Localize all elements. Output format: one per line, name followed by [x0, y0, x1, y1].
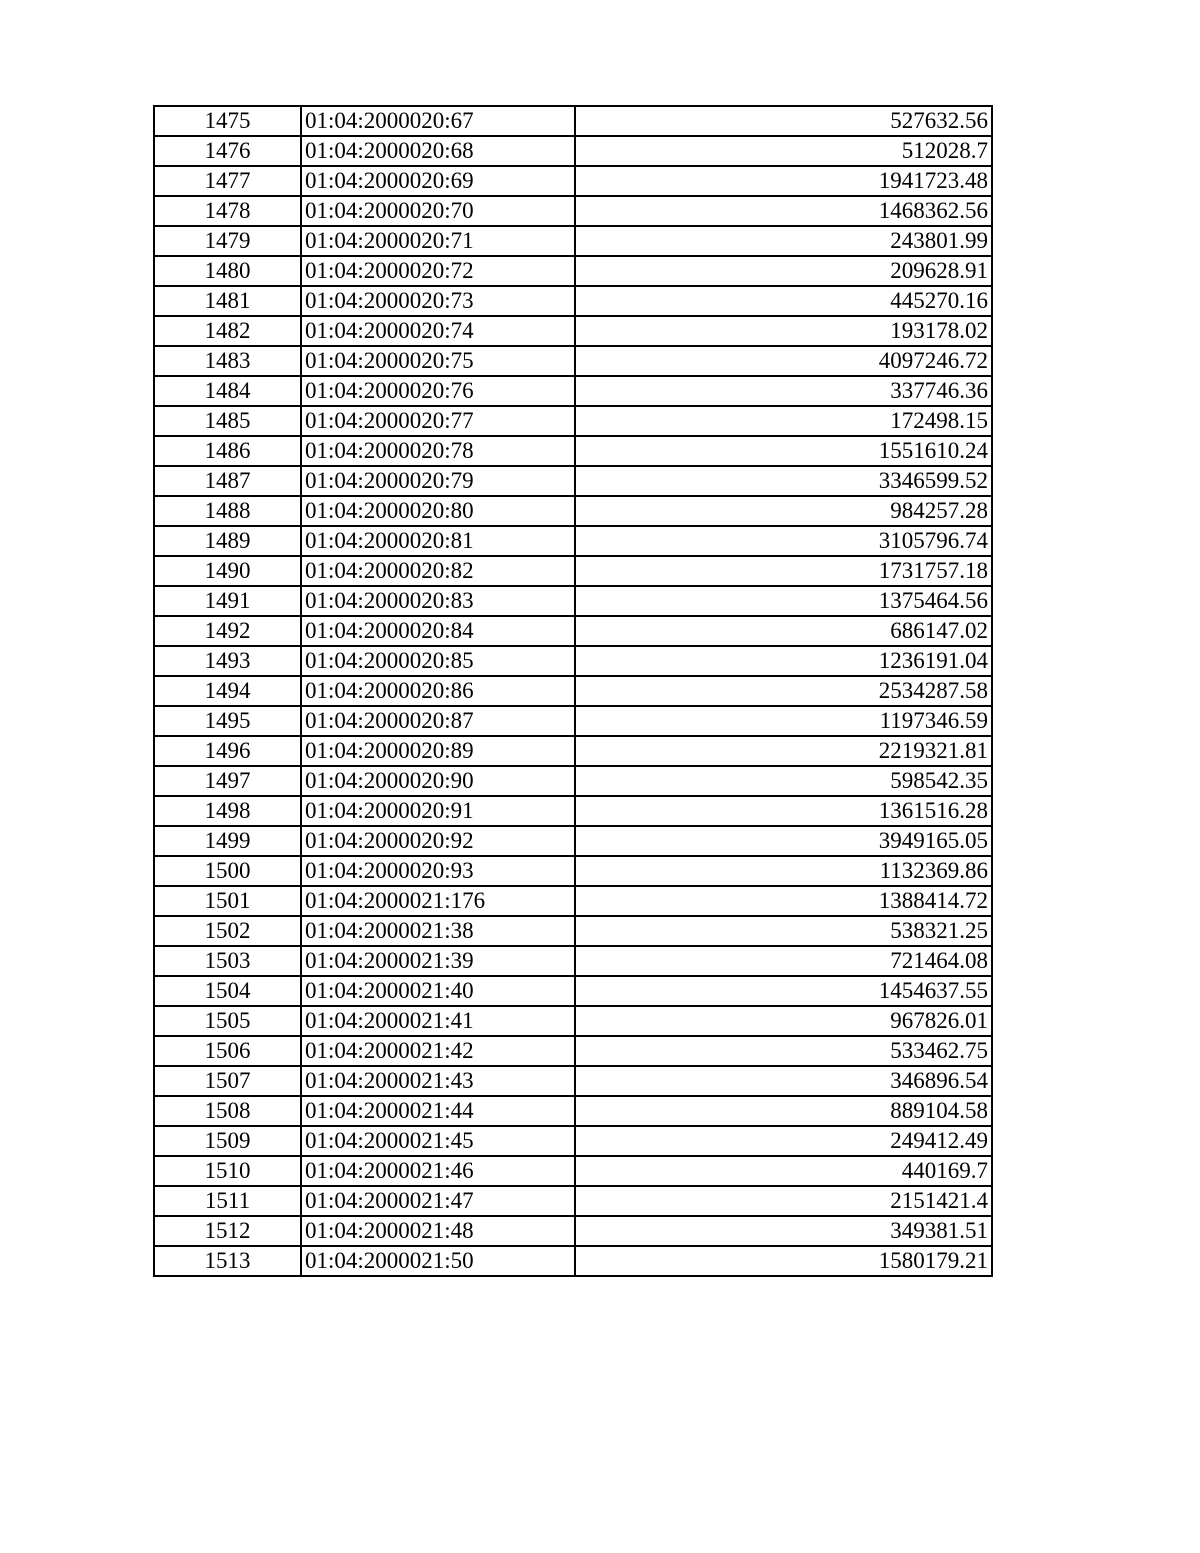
cadastral-number-cell: 01:04:2000021:42 — [301, 1036, 575, 1066]
value-cell: 984257.28 — [575, 496, 992, 526]
cadastral-number-cell: 01:04:2000020:77 — [301, 406, 575, 436]
table-row — [154, 616, 992, 646]
row-number-cell: 1489 — [154, 526, 301, 556]
table-row — [154, 766, 992, 796]
table-row — [154, 1156, 992, 1186]
table-row — [154, 916, 992, 946]
value-cell: 967826.01 — [575, 1006, 992, 1036]
table-row — [154, 436, 992, 466]
row-number-cell: 1499 — [154, 826, 301, 856]
cadastral-number-cell: 01:04:2000020:68 — [301, 136, 575, 166]
row-number-cell: 1475 — [154, 106, 301, 136]
cadastral-number-cell: 01:04:2000021:46 — [301, 1156, 575, 1186]
value-cell: 2151421.4 — [575, 1186, 992, 1216]
table-row — [154, 646, 992, 676]
cadastral-number-cell: 01:04:2000020:69 — [301, 166, 575, 196]
cadastral-number-cell: 01:04:2000021:50 — [301, 1246, 575, 1276]
value-cell: 1941723.48 — [575, 166, 992, 196]
value-cell: 2219321.81 — [575, 736, 992, 766]
cadastral-number-cell: 01:04:2000020:80 — [301, 496, 575, 526]
table-row — [154, 1066, 992, 1096]
table-row — [154, 796, 992, 826]
value-cell: 1236191.04 — [575, 646, 992, 676]
value-cell: 538321.25 — [575, 916, 992, 946]
row-number-cell: 1492 — [154, 616, 301, 646]
value-cell: 172498.15 — [575, 406, 992, 436]
cadastral-number-cell: 01:04:2000020:85 — [301, 646, 575, 676]
row-number-cell: 1487 — [154, 466, 301, 496]
value-cell: 193178.02 — [575, 316, 992, 346]
cadastral-number-cell: 01:04:2000020:93 — [301, 856, 575, 886]
row-number-cell: 1480 — [154, 256, 301, 286]
row-number-cell: 1476 — [154, 136, 301, 166]
table-row — [154, 196, 992, 226]
value-cell: 4097246.72 — [575, 346, 992, 376]
cadastral-number-cell: 01:04:2000020:73 — [301, 286, 575, 316]
value-cell: 243801.99 — [575, 226, 992, 256]
value-cell: 1731757.18 — [575, 556, 992, 586]
row-number-cell: 1494 — [154, 676, 301, 706]
table-row — [154, 1006, 992, 1036]
cadastral-number-cell: 01:04:2000020:87 — [301, 706, 575, 736]
table-row — [154, 1246, 992, 1276]
value-cell: 598542.35 — [575, 766, 992, 796]
row-number-cell: 1502 — [154, 916, 301, 946]
row-number-cell: 1477 — [154, 166, 301, 196]
row-number-cell: 1482 — [154, 316, 301, 346]
value-cell: 3105796.74 — [575, 526, 992, 556]
table-row — [154, 1216, 992, 1246]
table-row — [154, 226, 992, 256]
table-row — [154, 976, 992, 1006]
row-number-cell: 1511 — [154, 1186, 301, 1216]
value-cell: 1580179.21 — [575, 1246, 992, 1276]
value-cell: 3346599.52 — [575, 466, 992, 496]
table-row — [154, 406, 992, 436]
row-number-cell: 1509 — [154, 1126, 301, 1156]
table-body — [154, 106, 992, 1276]
cadastral-number-cell: 01:04:2000020:67 — [301, 106, 575, 136]
table-row — [154, 1186, 992, 1216]
value-cell: 533462.75 — [575, 1036, 992, 1066]
table-row — [154, 496, 992, 526]
table-row — [154, 676, 992, 706]
table-row — [154, 136, 992, 166]
value-cell: 2534287.58 — [575, 676, 992, 706]
row-number-cell: 1512 — [154, 1216, 301, 1246]
row-number-cell: 1504 — [154, 976, 301, 1006]
cadastral-number-cell: 01:04:2000020:78 — [301, 436, 575, 466]
value-cell: 209628.91 — [575, 256, 992, 286]
cadastral-number-cell: 01:04:2000020:91 — [301, 796, 575, 826]
table-row — [154, 1036, 992, 1066]
row-number-cell: 1513 — [154, 1246, 301, 1276]
cadastral-number-cell: 01:04:2000020:92 — [301, 826, 575, 856]
table-row — [154, 1126, 992, 1156]
value-cell: 349381.51 — [575, 1216, 992, 1246]
table-row — [154, 346, 992, 376]
row-number-cell: 1498 — [154, 796, 301, 826]
row-number-cell: 1483 — [154, 346, 301, 376]
cadastral-number-cell: 01:04:2000020:86 — [301, 676, 575, 706]
row-number-cell: 1481 — [154, 286, 301, 316]
table-row — [154, 316, 992, 346]
row-number-cell: 1495 — [154, 706, 301, 736]
row-number-cell: 1507 — [154, 1066, 301, 1096]
cadastral-number-cell: 01:04:2000020:79 — [301, 466, 575, 496]
table-row — [154, 586, 992, 616]
value-cell: 1468362.56 — [575, 196, 992, 226]
table-row — [154, 826, 992, 856]
row-number-cell: 1500 — [154, 856, 301, 886]
cadastral-number-cell: 01:04:2000020:81 — [301, 526, 575, 556]
value-cell: 889104.58 — [575, 1096, 992, 1126]
row-number-cell: 1488 — [154, 496, 301, 526]
value-cell: 1454637.55 — [575, 976, 992, 1006]
value-cell: 527632.56 — [575, 106, 992, 136]
row-number-cell: 1485 — [154, 406, 301, 436]
row-number-cell: 1493 — [154, 646, 301, 676]
value-cell: 1551610.24 — [575, 436, 992, 466]
row-number-cell: 1479 — [154, 226, 301, 256]
cadastral-number-cell: 01:04:2000021:48 — [301, 1216, 575, 1246]
value-cell: 512028.7 — [575, 136, 992, 166]
cadastral-number-cell: 01:04:2000021:47 — [301, 1186, 575, 1216]
table-row — [154, 856, 992, 886]
cadastral-number-cell: 01:04:2000020:82 — [301, 556, 575, 586]
data-table — [153, 105, 993, 1277]
cadastral-number-cell: 01:04:2000020:76 — [301, 376, 575, 406]
table-row — [154, 376, 992, 406]
table-row — [154, 946, 992, 976]
table-row — [154, 106, 992, 136]
cadastral-number-cell: 01:04:2000021:45 — [301, 1126, 575, 1156]
row-number-cell: 1491 — [154, 586, 301, 616]
cadastral-number-cell: 01:04:2000020:72 — [301, 256, 575, 286]
value-cell: 1375464.56 — [575, 586, 992, 616]
row-number-cell: 1508 — [154, 1096, 301, 1126]
value-cell: 3949165.05 — [575, 826, 992, 856]
table-row — [154, 466, 992, 496]
cadastral-number-cell: 01:04:2000020:75 — [301, 346, 575, 376]
table-row — [154, 256, 992, 286]
cadastral-number-cell: 01:04:2000021:39 — [301, 946, 575, 976]
table-row — [154, 556, 992, 586]
table-row — [154, 706, 992, 736]
row-number-cell: 1510 — [154, 1156, 301, 1186]
value-cell: 346896.54 — [575, 1066, 992, 1096]
value-cell: 721464.08 — [575, 946, 992, 976]
cadastral-number-cell: 01:04:2000020:84 — [301, 616, 575, 646]
row-number-cell: 1497 — [154, 766, 301, 796]
table-row — [154, 1096, 992, 1126]
value-cell: 249412.49 — [575, 1126, 992, 1156]
table-row — [154, 166, 992, 196]
row-number-cell: 1486 — [154, 436, 301, 466]
cadastral-number-cell: 01:04:2000020:71 — [301, 226, 575, 256]
row-number-cell: 1505 — [154, 1006, 301, 1036]
cadastral-number-cell: 01:04:2000021:44 — [301, 1096, 575, 1126]
value-cell: 1388414.72 — [575, 886, 992, 916]
table-row — [154, 526, 992, 556]
value-cell: 1132369.86 — [575, 856, 992, 886]
value-cell: 1361516.28 — [575, 796, 992, 826]
row-number-cell: 1490 — [154, 556, 301, 586]
cadastral-number-cell: 01:04:2000021:40 — [301, 976, 575, 1006]
table-row — [154, 886, 992, 916]
cadastral-number-cell: 01:04:2000021:38 — [301, 916, 575, 946]
row-number-cell: 1506 — [154, 1036, 301, 1066]
value-cell: 445270.16 — [575, 286, 992, 316]
row-number-cell: 1503 — [154, 946, 301, 976]
cadastral-number-cell: 01:04:2000020:90 — [301, 766, 575, 796]
cadastral-number-cell: 01:04:2000020:83 — [301, 586, 575, 616]
table-row — [154, 736, 992, 766]
cadastral-number-cell: 01:04:2000020:89 — [301, 736, 575, 766]
value-cell: 337746.36 — [575, 376, 992, 406]
cadastral-number-cell: 01:04:2000020:70 — [301, 196, 575, 226]
row-number-cell: 1484 — [154, 376, 301, 406]
row-number-cell: 1478 — [154, 196, 301, 226]
row-number-cell: 1501 — [154, 886, 301, 916]
cadastral-number-cell: 01:04:2000021:176 — [301, 886, 575, 916]
cadastral-number-cell: 01:04:2000021:43 — [301, 1066, 575, 1096]
table-row — [154, 286, 992, 316]
row-number-cell: 1496 — [154, 736, 301, 766]
cadastral-number-cell: 01:04:2000021:41 — [301, 1006, 575, 1036]
cadastral-number-cell: 01:04:2000020:74 — [301, 316, 575, 346]
value-cell: 686147.02 — [575, 616, 992, 646]
value-cell: 440169.7 — [575, 1156, 992, 1186]
value-cell: 1197346.59 — [575, 706, 992, 736]
